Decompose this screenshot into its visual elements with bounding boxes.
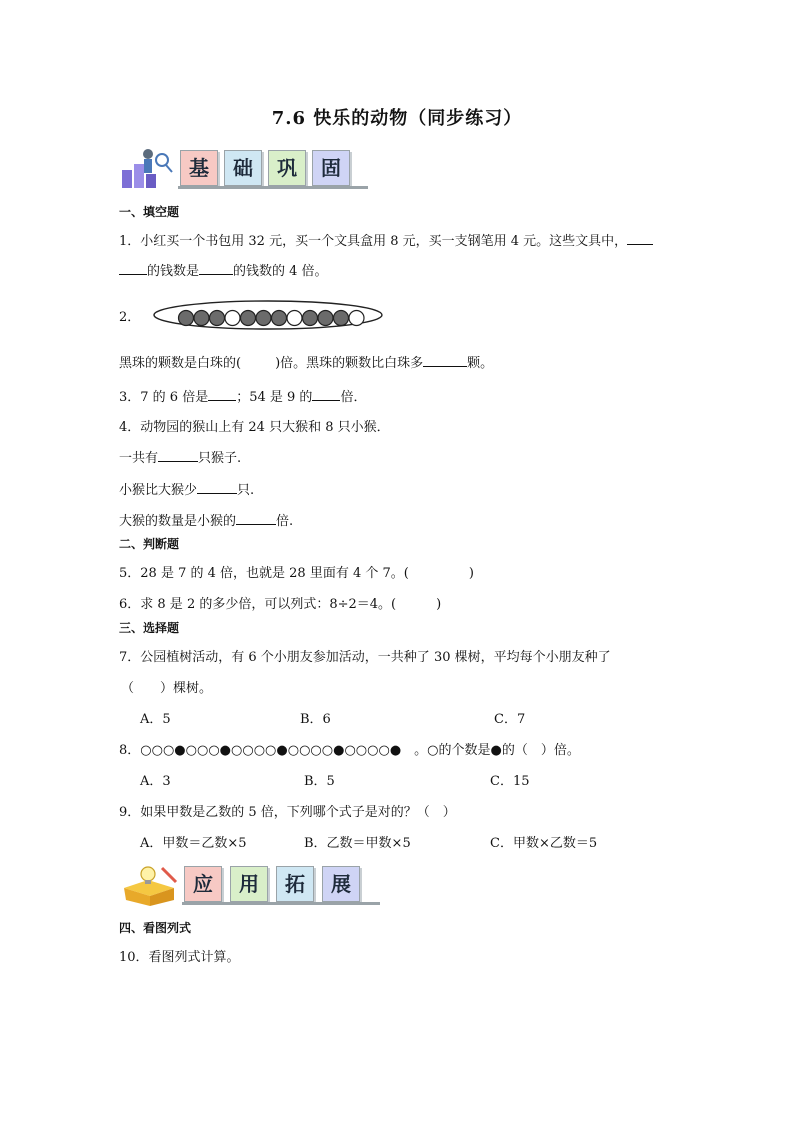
option-a[interactable]: A．甲数＝乙数×5 (140, 836, 247, 851)
option-c[interactable]: C．7 (494, 712, 526, 727)
answer-blank[interactable] (627, 232, 653, 245)
black-bead (210, 311, 225, 326)
question-5: 5．28 是 7 的 4 倍，也就是 28 里面有 4 个 7。( ) (119, 566, 474, 581)
study-figure-icon (118, 146, 176, 192)
banner-basic (118, 146, 368, 192)
option-b[interactable]: B．6 (300, 712, 331, 727)
option-a[interactable]: A．3 (140, 774, 171, 789)
black-bead (256, 311, 271, 326)
banner-tile: 应 (184, 866, 222, 902)
banner-tile: 展 (322, 866, 360, 902)
black-bead (241, 311, 256, 326)
answer-blank[interactable] (199, 262, 233, 275)
answer-blank[interactable] (423, 354, 467, 367)
question-2-number: 2． (119, 310, 141, 325)
black-bead (334, 311, 349, 326)
question-9: 9．如果甲数是乙数的 5 倍，下列哪个式子是对的？（ ） (119, 805, 456, 820)
white-bead (287, 311, 302, 326)
black-bead (194, 311, 209, 326)
question-1-line-1: 1．小红买一个书包用 32 元，买一个文具盒用 8 元，买一支钢笔用 4 元。这些文具中， (119, 230, 653, 249)
question-7-line-2: （ ）棵树。 (121, 681, 213, 696)
white-bead (225, 311, 240, 326)
option-a[interactable]: A．5 (140, 712, 171, 727)
section-heading: 二、判断题 (119, 537, 180, 551)
section-heading: 四、看图列式 (119, 921, 192, 935)
section-heading: 一、填空题 (119, 205, 180, 219)
idea-box-icon (118, 862, 182, 908)
question-7-line-1: 7．公园植树活动，有 6 个小朋友参加活动，一共种了 30 棵树，平均每个小朋友种了 (119, 650, 611, 665)
question-4-part-3: 大猴的数量是小猴的 倍. (119, 514, 294, 529)
section-heading: 三、选择题 (119, 621, 180, 635)
banner-underline (182, 902, 380, 905)
question-1-line-2: 的钱数是 的钱数的 4 倍。 (119, 260, 328, 279)
black-bead (303, 311, 318, 326)
answer-blank[interactable] (119, 262, 147, 275)
white-bead (349, 311, 364, 326)
question-8: 8．○○○●○○○●○○○○●○○○○●○○○○● 。○的个数是●的（ ）倍。 (119, 743, 580, 758)
banner-tile: 用 (230, 866, 268, 902)
question-2-text: 黑珠的颗数是白珠的( )倍。黑珠的颗数比白珠多 颗。 (119, 356, 494, 371)
question-4-part-1: 一共有 只猴子. (119, 451, 242, 466)
banner-extend (118, 862, 384, 908)
page-title: 7.6 快乐的动物（同步练习） (271, 108, 523, 129)
banner-tile: 基 (180, 150, 218, 186)
answer-blank[interactable] (312, 388, 340, 401)
question-4-stem: 4．动物园的猴山上有 24 只大猴和 8 只小猴． (119, 420, 390, 435)
option-b[interactable]: B．5 (304, 774, 335, 789)
banner-tile: 础 (224, 150, 262, 186)
answer-blank[interactable] (158, 449, 198, 462)
banner-tile: 固 (312, 150, 350, 186)
bead-string-figure (150, 296, 390, 334)
black-bead (179, 311, 194, 326)
question-4-part-2: 小猴比大猴少 只. (119, 483, 255, 498)
banner-tile: 拓 (276, 866, 314, 902)
question-3: 3．7 的 6 倍是 ；54 是 9 的 倍． (119, 390, 367, 405)
answer-blank[interactable] (197, 481, 237, 494)
option-b[interactable]: B．乙数＝甲数×5 (304, 836, 411, 851)
answer-blank[interactable] (208, 388, 236, 401)
banner-underline (178, 186, 368, 189)
option-c[interactable]: C．甲数×乙数＝5 (490, 836, 598, 851)
answer-blank[interactable] (236, 512, 276, 525)
black-bead (318, 311, 333, 326)
option-c[interactable]: C．15 (490, 774, 530, 789)
question-6: 6．求 8 是 2 的多少倍，可以列式：8÷2＝4。( ) (119, 597, 442, 612)
question-10: 10．看图列式计算。 (119, 950, 240, 965)
banner-tile: 巩 (268, 150, 306, 186)
black-bead (272, 311, 287, 326)
